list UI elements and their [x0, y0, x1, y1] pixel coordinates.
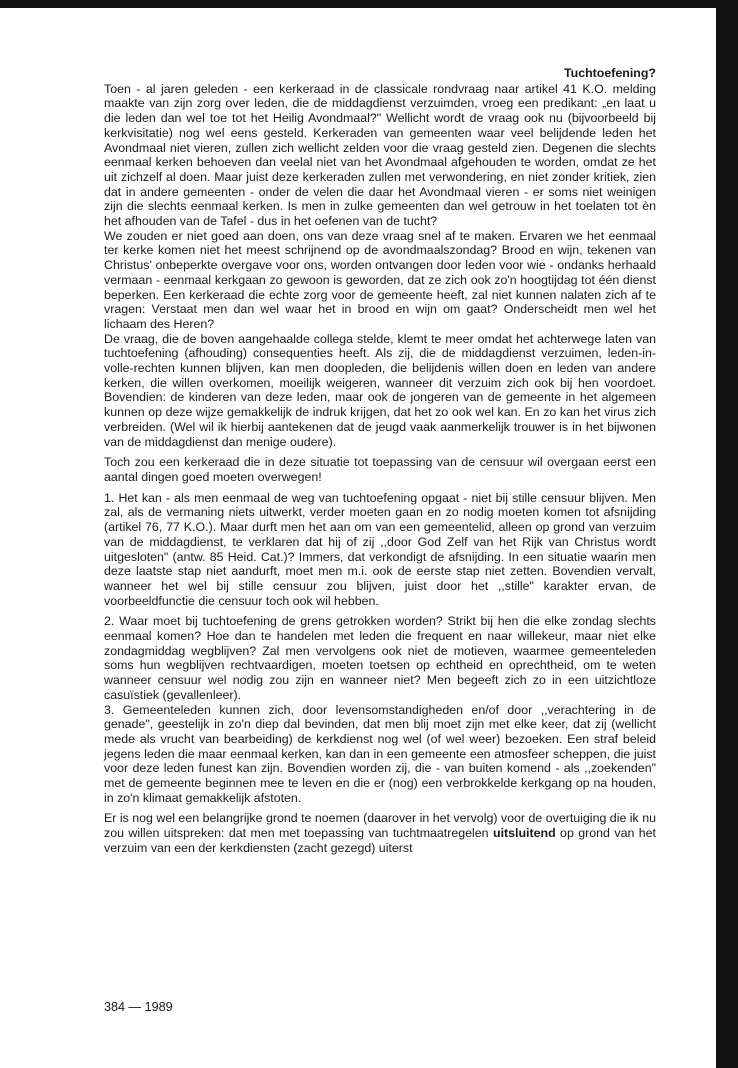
final-text-after: op grond van het verzuim van een der kerkdiensten (zacht gezegd) uiterst: [104, 826, 656, 855]
final-text-before: Er is nog wel een belangrijke grond te noemen (daarover in het vervolg) voor de overtuiging die ik nu zou willen uitspreken: dat men met toepassing van tuchtmaatregelen: [104, 811, 656, 841]
paragraph-4: Toch zou een kerkeraad die in deze situatie tot toepassing van de censuur wil overgaan eerst een aantal dingen goed moeten overwegen!: [104, 455, 656, 484]
section-title: Tuchtoefening?: [564, 66, 656, 80]
paragraph-point-1: 1. Het kan - als men eenmaal de weg van tuchtoefening opgaat - niet bij stille censuur blijven. Men zal, als de vermaning niets uitwerkt, verder moeten gaan en zo nodig moeten komen tot afsnijding (artikel 76, 77 K.O.). Maar durft men het aan om van een gemeentelid, alleen op grond van verzuim van de middagdienst, te verklaren dat hij of zij ,,door God Zelf van het Rijk van Christus wordt uitgesloten" (antw. 85 Heid. Cat.)? Immers, dat verkondigt de afsnijding. In een situatie waarin men deze laatste stap niet aandurft, moet men m.i. ook de eerste stap niet zetten. Bovendien vervalt, wanneer het wel bij stille censuur zou blijven, juist door het ,,stille" karakter ervan, de voorbeeldfunctie die censuur toch ook wil hebben.: [104, 490, 656, 608]
article-page: [104, 66, 656, 856]
scan-right-edge: [716, 0, 738, 1068]
paragraph-2: We zouden er niet goed aan doen, ons van deze vraag snel af te maken. Ervaren we het eenmaal ter kerke komen niet het meest schrijnend op de avondmaalszondag? Brood en wijn, tekenen van Christus' onbeperkte overgave voor ons, worden ontvangen door leden voor wie - ondanks herhaald vermaan - eenmaal kerkgaan zo gewoon is geworden, dat ze zich ook zo'n hoogtijdag tot één dienst beperken. Een kerkeraad die echte zorg voor de gemeente heeft, zal niet kunnen nalaten zich af te vragen: Verstaat men dan wel waar het in brood en wijn om gaat? Onderscheidt men wel het lichaam des Heren?: [104, 228, 656, 331]
paragraph-point-3: 3. Gemeenteleden kunnen zich, door levensomstandigheden en/of door ,,verachtering in de genade", geestelijk in zo'n diep dal bevinden, dat men blij moet zijn met elke keer, dat zij (wellicht mede als vrucht van bearbeiding) de kerkdienst nog wel (of wel weer) bezoeken. Een straf beleid jegens leden die maar eenmaal kerken, kan dan in een gemeente een atmosfeer scheppen, die juist voor deze leden funest kan zijn. Bovendien worden zij, die - van buiten komend - als ,,zoekenden" met de gemeente beginnen mee te leven en die er (nog) een verbrokkelde kerkgang op na houden, in zo'n klimaat gemakkelijk afstoten.: [104, 702, 656, 805]
scan-top-edge: [0, 0, 738, 8]
paragraph-1: Toen - al jaren geleden - een kerkeraad in de classicale rondvraag naar artikel 41 K.O. melding maakte van zijn zorg over leden, die de middagdienst verzuimden, vroeg een predikant: „en laat u die leden dan wel toe tot het Heilig Avondmaal?" Wellicht wordt de vraag ook nu (bijvoorbeeld bij kerkvisitatie) nog wel eens gesteld. Kerkeraden van gemeenten waar veel belijdende leden het Avondmaal niet vieren, zullen zich wellicht zelden voor die vraag gesteld zien. Degenen die slechts eenmaal kerken behoeven dan veelal niet van het Avondmaal afgehouden te worden, omdat ze het uit zichzelf al doen. Maar juist deze kerkeraden zullen met verwondering, en niet zonder kritiek, zien dat in andere gemeenten - onder de velen die daar het Avondmaal vieren - er soms niet weinigen zijn die slechts eenmaal kerken. Is men in zulke gemeenten dan wel getrouw in het toelaten tot èn het afhouden van de Tafel - dus in het oefenen van de tucht?: [104, 81, 656, 229]
paragraph-point-2: 2. Waar moet bij tuchtoefening de grens getrokken worden? Strikt bij hen die elke zondag slechts eenmaal komen? Hoe dan te handelen met leden die frequent en naar willekeur, maar niet elke zondagmiddag wegblijven? Zal men vervolgens ook niet de motieven, waarmee gemeenteleden soms hun wegblijven rechtvaardigen, moeten toetsen op echtheid en oprechtheid, om te weten wanneer censuur wel nodig zou zijn en wanneer niet? Men begeeft zich zo in een uitzichtloze casuïstiek (gevallenleer).: [104, 614, 656, 702]
final-text-bold: uitsluitend: [493, 826, 556, 841]
paragraph-3: De vraag, die de boven aangehaalde collega stelde, klemt te meer omdat het achterwege laten van tuchtoefening (afhouding) consequenties heeft. Als zij, die de middagdienst verzuimen, leden-in-volle-rechten kunnen blijven, kan men doopleden, die belijdenis willen doen en leden van andere kerken, die willen overkomen, moeilijk weigeren, wanneer dit verzuim zich ook bij hen voordoet. Bovendien: de kinderen van deze leden, maar ook de jongeren van de gemeente in het algemeen kunnen op deze wijze gemakkelijk de indruk krijgen, dat het zo ook wel kan. En zo kan het virus zich verbreiden. (Wel wil ik hierbij aantekenen dat de jeugd vaak aanmerkelijk trouwer is in het bijwonen van de middagdienst dan menige oudere).: [104, 331, 656, 449]
paragraph-final: [104, 811, 656, 855]
page-number: 384 — 1989: [104, 1000, 173, 1014]
